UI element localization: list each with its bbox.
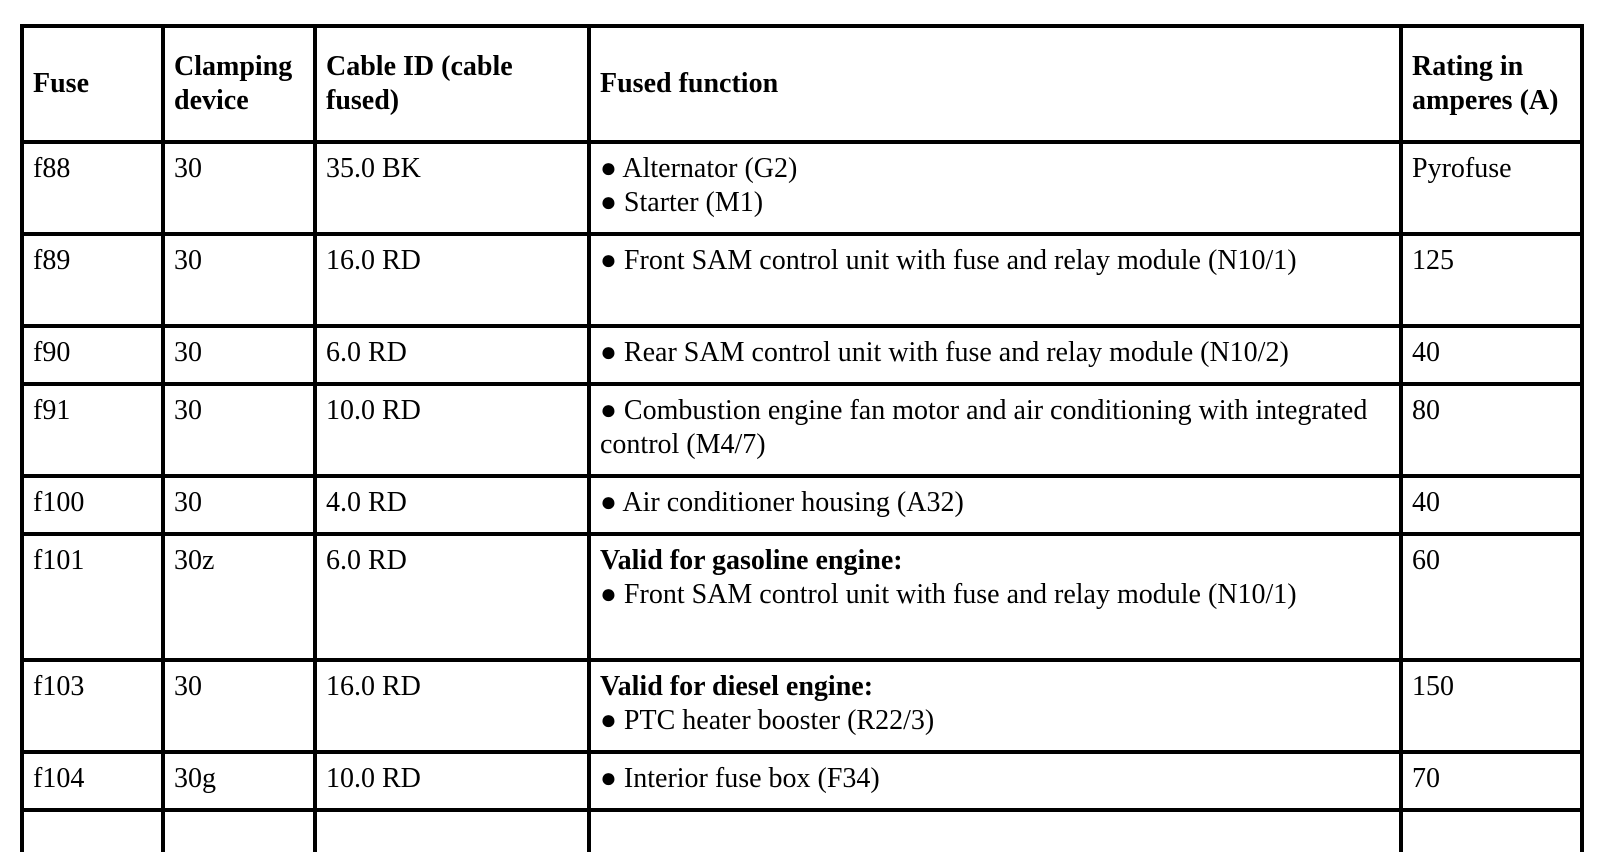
cable-id-cell: 4.0 RD [315,476,589,534]
fused-function-cell [589,660,1401,752]
function-list-item [600,486,1391,520]
function-text: Front SAM control unit with fuse and relay module (N10/1) [623,245,1297,276]
function-text: PTC heater booster (R22/3) [623,705,935,736]
fuse-cell: f104 [22,752,163,810]
fuse-cell: f88 [22,142,163,234]
function-text: Front SAM control unit with fuse and relay module (N10/1) [623,579,1297,610]
header-row [22,26,1582,142]
fused-function-cell [589,384,1401,476]
fused-function-cell [589,326,1401,384]
table-row [22,534,1582,660]
clamping-device-cell: 30z [163,534,315,660]
clamping-device-cell: 30 [163,660,315,752]
cable-id-cell: 6.0 RD [315,326,589,384]
empty-cell [22,810,163,852]
fuse-table-body [22,142,1582,852]
header-rating: Rating in amperes (A) [1401,26,1582,142]
empty-cell [589,810,1401,852]
bullet-icon: ● [600,487,617,518]
bullet-icon: ● [600,763,617,794]
clamping-device-cell: 30 [163,234,315,326]
rating-cell: 150 [1401,660,1582,752]
header-fused-function: Fused function [589,26,1401,142]
header-fuse: Fuse [22,26,163,142]
table-row-partial [22,810,1582,852]
fused-function-cell [589,534,1401,660]
fused-function-cell [589,142,1401,234]
clamping-device-cell: 30 [163,326,315,384]
function-list-item [600,152,1391,186]
bullet-icon: ● [600,245,617,276]
rating-cell: Pyrofuse [1401,142,1582,234]
clamping-device-cell: 30 [163,384,315,476]
fuse-table [20,24,1584,852]
fused-function-cell [589,752,1401,810]
empty-cell [163,810,315,852]
table-row [22,752,1582,810]
fuse-cell: f101 [22,534,163,660]
function-text: Rear SAM control unit with fuse and relay module (N10/2) [623,337,1289,368]
function-list-item [600,394,1391,462]
table-row [22,476,1582,534]
bullet-icon: ● [600,705,617,736]
fuse-cell: f90 [22,326,163,384]
bullet-icon: ● [600,579,617,610]
fuse-cell: f91 [22,384,163,476]
clamping-device-cell: 30 [163,476,315,534]
table-row [22,142,1582,234]
fuse-cell: f100 [22,476,163,534]
cable-id-cell: 10.0 RD [315,752,589,810]
header-clamping-device: Clamping device [163,26,315,142]
rating-cell: 40 [1401,326,1582,384]
rating-cell: 60 [1401,534,1582,660]
empty-cell [1401,810,1582,852]
cable-id-cell: 10.0 RD [315,384,589,476]
function-list-item [600,244,1391,278]
rating-cell: 70 [1401,752,1582,810]
header-cable-id: Cable ID (cable fused) [315,26,589,142]
table-row [22,234,1582,326]
function-text: Starter (M1) [623,187,764,218]
table-row [22,384,1582,476]
empty-cell [315,810,589,852]
rating-cell: 40 [1401,476,1582,534]
rating-cell: 80 [1401,384,1582,476]
table-row [22,326,1582,384]
clamping-device-cell: 30 [163,142,315,234]
function-list-item [600,578,1391,612]
function-list-item [600,762,1391,796]
function-text: Interior fuse box (F34) [623,763,880,794]
cable-id-cell: 16.0 RD [315,234,589,326]
function-text: Combustion engine fan motor and air conditioning with integrated control (M4/7) [600,395,1368,460]
engine-variant-heading: Valid for gasoline engine: [600,545,903,576]
fuse-cell: f89 [22,234,163,326]
fuse-cell: f103 [22,660,163,752]
bullet-icon: ● [600,395,617,426]
rating-cell: 125 [1401,234,1582,326]
cable-id-cell: 6.0 RD [315,534,589,660]
bullet-icon: ● [600,153,617,184]
function-text: Air conditioner housing (A32) [622,487,964,518]
function-list-item [600,704,1391,738]
bullet-icon: ● [600,187,617,218]
table-row [22,660,1582,752]
bullet-icon: ● [600,337,617,368]
function-text: Alternator (G2) [622,153,798,184]
function-list-item [600,336,1391,370]
cable-id-cell: 16.0 RD [315,660,589,752]
engine-variant-heading: Valid for diesel engine: [600,671,874,702]
clamping-device-cell: 30g [163,752,315,810]
cable-id-cell: 35.0 BK [315,142,589,234]
fused-function-cell [589,234,1401,326]
function-list-item [600,186,1391,220]
fused-function-cell [589,476,1401,534]
